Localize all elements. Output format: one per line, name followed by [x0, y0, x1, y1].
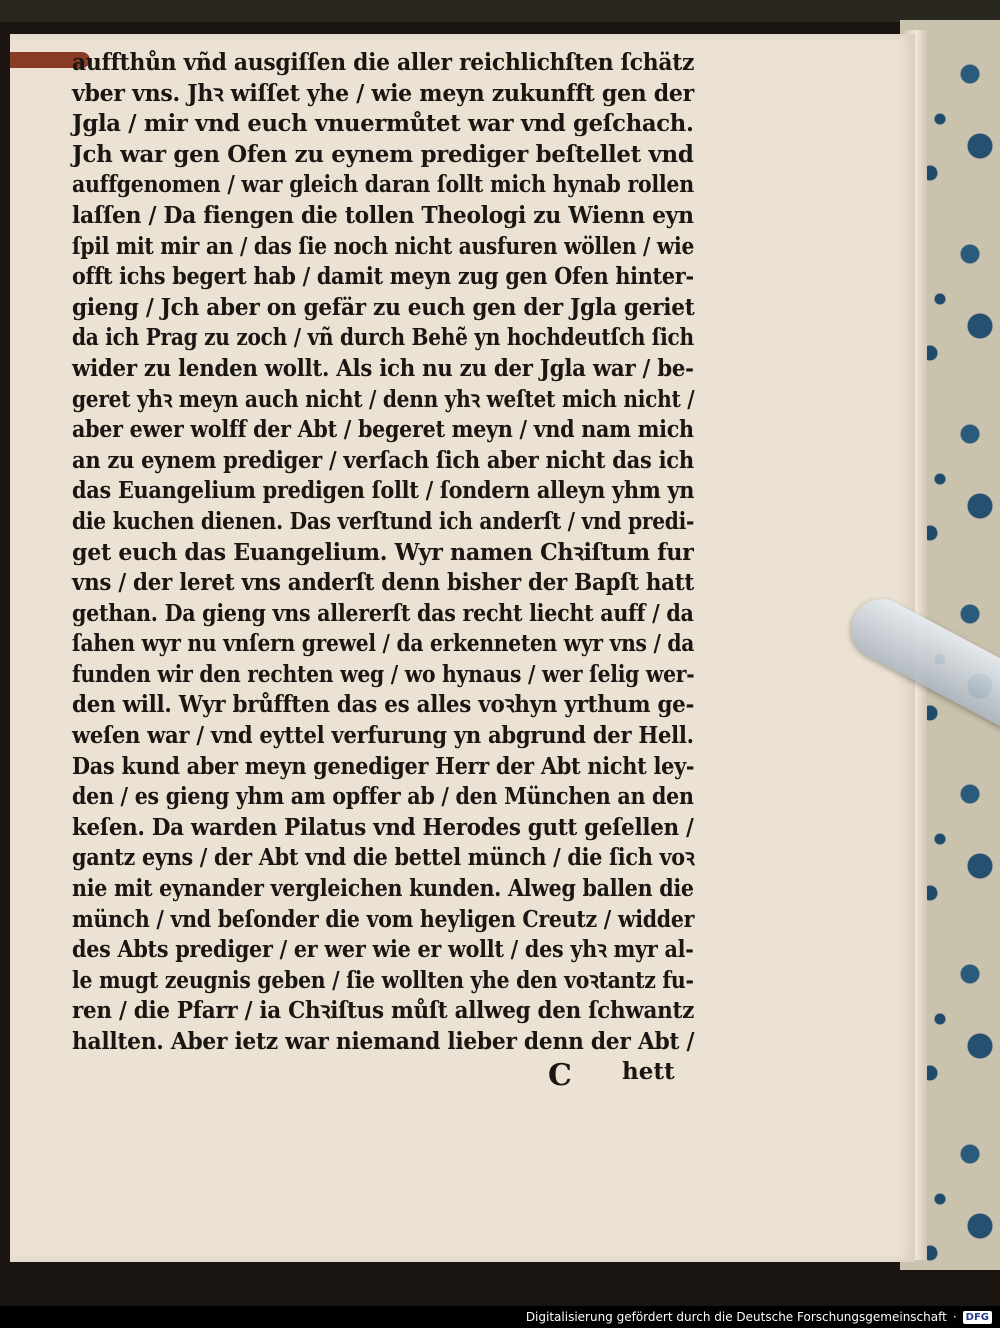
- text-line: auffthůn vñd ausgiſſen die aller reichlichſten ſchätz: [72, 49, 695, 76]
- footer-credit: Digitalisierung gefördert durch die Deutsche Forschungsgemeinschaft: [525, 1310, 947, 1324]
- text-line: laſſen / Da fiengen die tollen Theologi zu Wienn eyn: [72, 201, 694, 229]
- text-line: da ich Prag zu zoch / vñ durch Behẽ yn hochdeutſch ſich: [72, 324, 694, 352]
- text-line: münch / vnd beſonder die vom heyligen Creutz / widder: [72, 905, 695, 933]
- signature-mark: C: [548, 1058, 572, 1093]
- text-line: wider zu lenden wollt. Als ich nu zu der Jgla war / be-: [72, 354, 694, 382]
- text-line: an zu eynem prediger / verſach ſich aber nicht das ich: [72, 446, 694, 474]
- text-line: den / es gieng yhm am opffer ab / den München an den: [72, 783, 694, 811]
- text-line: offt ichs begert hab / damit meyn zug gen Ofen hinter-: [72, 263, 694, 291]
- text-line: funden wir den rechten weg / wo hynaus / wer ſelig wer-: [72, 660, 695, 688]
- text-line: den will. Wyr brůfften das es alles voꝛhyn yrthum ge-: [72, 691, 695, 719]
- text-line: gieng / Jch aber on gefär zu euch gen der Jgla geriet: [72, 293, 695, 321]
- text-line: das Euangelium predigen ſollt / ſondern alleyn yhm yn: [72, 477, 695, 505]
- text-line: gantz eyns / der Abt vnd die bettel münch / die ſich voꝛ: [72, 844, 695, 872]
- text-line: weſen war / vnd eyttel verfurung yn abgrund der Hell.: [72, 722, 694, 750]
- footer-bar: [0, 1306, 1000, 1328]
- text-line: keſen. Da warden Pilatus vnd Herodes gutt geſellen /: [72, 813, 694, 841]
- text-line: aber ewer wolff der Abt / begeret meyn / vnd nam mich: [72, 416, 694, 444]
- text-line: Jgla / mir vnd euch vnuermůtet war vnd geſchach.: [72, 110, 694, 138]
- text-line: nie mit eynander vergleichen kunden. Alweg ballen die: [72, 875, 694, 903]
- text-line: die kuchen dienen. Das verſtund ich anderſt / vnd predi-: [72, 507, 695, 535]
- text-block: [72, 48, 694, 1058]
- text-line: auffgenomen / war gleich daran ſollt mich hynab rollen: [72, 171, 694, 199]
- text-line: le mugt zeugnis geben / ſie wollten yhe den voꝛtantz fu-: [72, 966, 694, 994]
- catchword: hett: [622, 1058, 675, 1085]
- text-line: gethan. Da gieng vns allererſt das recht liecht auff / da: [72, 599, 694, 627]
- scan-top-edge: [0, 0, 1000, 22]
- text-line: get euch das Euangelium. Wyr namen Chꝛiſtum fur: [72, 538, 694, 566]
- text-line: ren / die Pfarr / ia Chꝛiſtus můſt allweg den ſchwantz: [72, 997, 695, 1025]
- text-line: Jch war gen Ofen zu eynem prediger beſtellet vnd: [72, 140, 694, 168]
- text-line: des Abts prediger / er wer wie er wollt / des yhꝛ myr al-: [72, 936, 694, 964]
- footer-separator: ·: [952, 1310, 957, 1324]
- text-line: ſahen wyr nu vnſern grewel / da erkenneten wyr vns / da: [72, 630, 695, 658]
- text-line: geret yhꝛ meyn auch nicht / denn yhꝛ weſtet mich nicht /: [72, 385, 695, 413]
- dfg-logo: DFG: [963, 1311, 992, 1324]
- text-line: vns / der leret vns anderſt denn bisher der Bapſt hatt: [72, 569, 694, 597]
- text-line: hallten. Aber ietz war niemand lieber denn der Abt /: [72, 1028, 695, 1055]
- text-line: vber vns. Jhꝛ wiſſet yhe / wie meyn zukunfft gen der: [72, 79, 694, 107]
- text-line: Das kund aber meyn genediger Herr der Abt nicht ley-: [72, 752, 695, 780]
- text-line: ſpil mit mir an / das ſie noch nicht ausfuren wöllen / wie: [72, 232, 695, 260]
